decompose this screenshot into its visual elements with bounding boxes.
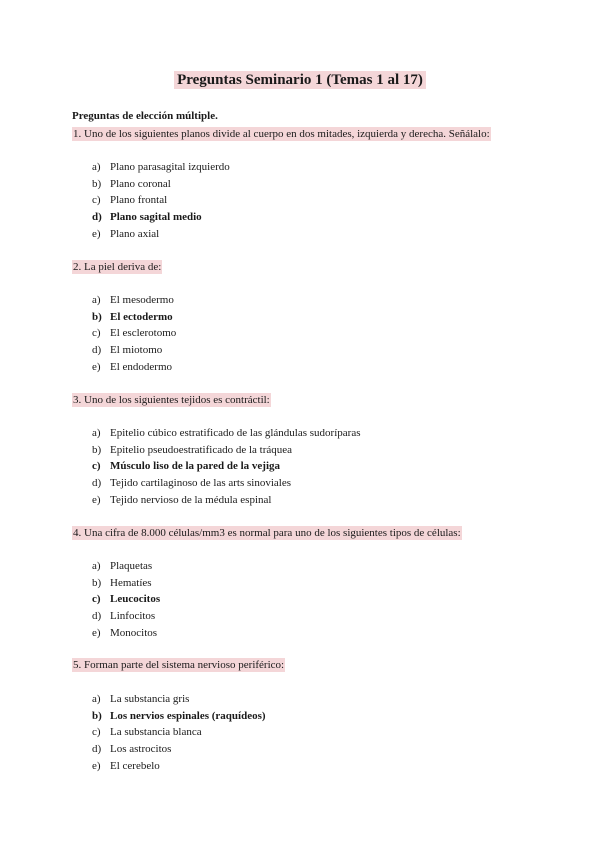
question-4: 4. Una cifra de 8.000 células/mm3 es normal para uno de los siguientes tipos de células: bbox=[73, 527, 461, 539]
correct-answer-option: d) Plano sagital medio bbox=[92, 211, 202, 224]
answer-option: d) Tejido cartilaginoso de las arts sinoviales bbox=[92, 477, 291, 490]
answer-option: c) Plano frontal bbox=[92, 194, 168, 207]
answer-option: e) El cerebelo bbox=[92, 759, 160, 772]
answer-option: a) Plano parasagital izquierdo bbox=[92, 161, 230, 173]
answer-option: d) Los astrocitos bbox=[92, 743, 172, 756]
correct-answer-option: c) Músculo liso de la pared de la vejiga bbox=[92, 460, 280, 473]
question-2-options bbox=[92, 292, 176, 375]
correct-answer-option: b) Los nervios espinales (raquídeos) bbox=[92, 709, 266, 722]
page-title: Preguntas Seminario 1 (Temas 1 al 17) bbox=[0, 72, 600, 89]
question-3-options bbox=[92, 425, 360, 508]
answer-option: e) Monocitos bbox=[92, 626, 158, 639]
answer-option: d) El miotomo bbox=[92, 344, 163, 357]
answer-option: e) Tejido nervioso de la médula espinal bbox=[92, 493, 272, 506]
question-2: 2. La piel deriva de: bbox=[73, 261, 162, 273]
answer-option: c) La substancia blanca bbox=[92, 726, 202, 739]
answer-option: a) Plaquetas bbox=[92, 560, 153, 572]
question-3: 3. Uno de los siguientes tejidos es contráctil: bbox=[73, 394, 270, 406]
correct-answer-option: c) Leucocitos bbox=[92, 593, 161, 606]
answer-option: a) El mesodermo bbox=[92, 294, 174, 306]
answer-option: b) Plano coronal bbox=[92, 177, 171, 190]
answer-option: a) La substancia gris bbox=[92, 693, 190, 705]
answer-option: e) El endodermo bbox=[92, 360, 173, 373]
answer-option: b) Hematíes bbox=[92, 576, 152, 589]
answer-option: d) Linfocitos bbox=[92, 610, 156, 623]
question-5-options bbox=[92, 691, 266, 774]
question-5: 5. Forman parte del sistema nervioso periférico: bbox=[73, 659, 285, 671]
answer-option: e) Plano axial bbox=[92, 227, 160, 240]
correct-answer-option: b) El ectodermo bbox=[92, 310, 173, 323]
answer-option: b) Epitelio pseudoestratificado de la tráquea bbox=[92, 443, 293, 456]
question-1-options bbox=[92, 159, 230, 242]
question-4-options bbox=[92, 558, 160, 641]
question-1: 1. Uno de los siguientes planos divide al cuerpo en dos mitades, izquierda y derecha. Señálalo: bbox=[73, 128, 490, 140]
answer-option: c) El esclerotomo bbox=[92, 327, 177, 340]
answer-option: a) Epitelio cúbico estratificado de las glándulas sudoríparas bbox=[92, 427, 361, 439]
section-label: Preguntas de elección múltiple. bbox=[72, 110, 218, 122]
